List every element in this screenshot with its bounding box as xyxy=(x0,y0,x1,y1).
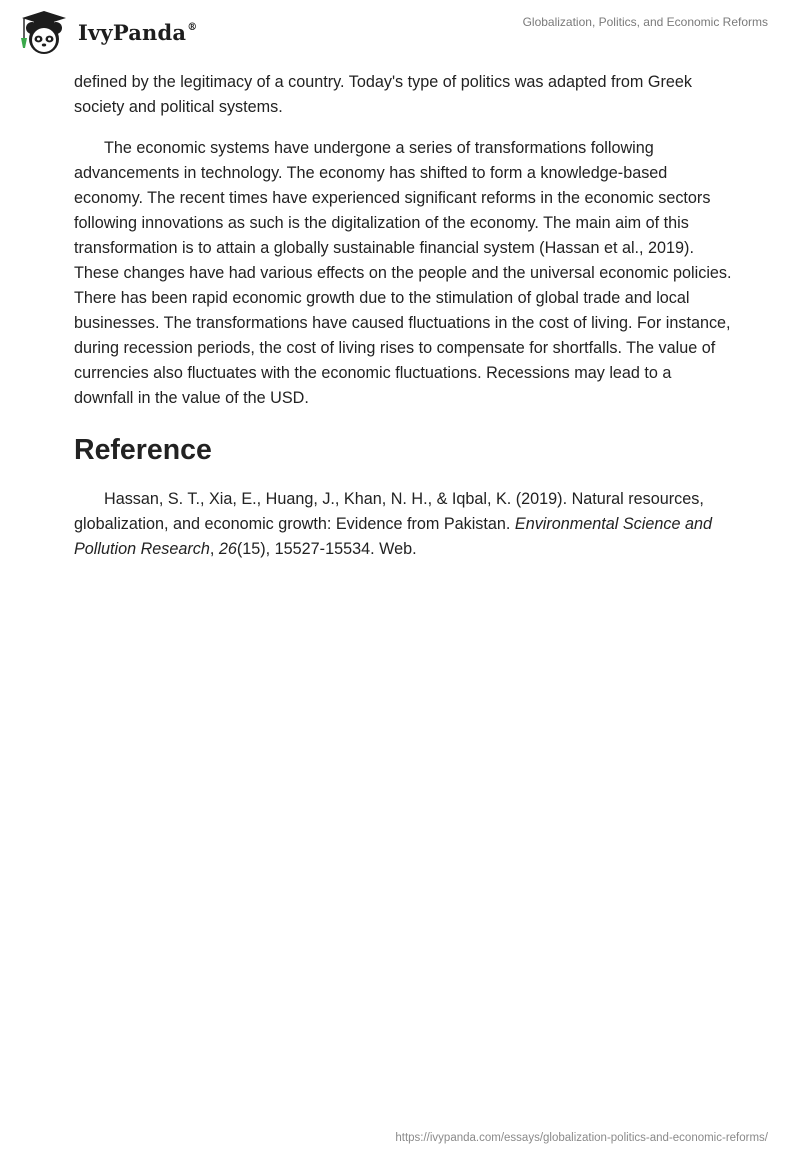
running-title: Globalization, Politics, and Economic Reforms xyxy=(522,15,768,29)
reference-journal: Environmental Science and Pollution Research xyxy=(74,515,712,558)
source-url[interactable]: https://ivypanda.com/essays/globalization-politics-and-economic-reforms/ xyxy=(395,1132,768,1144)
reference-authors: Hassan, S. T., Xia, E., Huang, J., Khan, N. H., & Iqbal, K. (2019). Natural resources, globalization, and economic growth: Evidence from Pakistan. xyxy=(74,490,704,533)
reference-pages: (15), 15527-15534. Web. xyxy=(236,540,417,558)
essay-content xyxy=(74,70,734,562)
paragraph: defined by the legitimacy of a country. Today's type of politics was adapted from Greek society and political systems. xyxy=(74,73,692,116)
paragraph: The economic systems have undergone a series of transformations following advancements in technology. The economy has shifted to form a knowledge-based economy. The recent times have experienced significant reforms in the economic sectors following innovations as such is the digitalization of the economy. The main aim of this transformation is to attain a globally sustainable financial system (Hassan et al., 2019). These changes have had various effects on the people and the universal economic policies. There has been rapid economic growth due to the stimulation of global trade and local businesses. The transformations have caused fluctuations in the cost of living. For instance, during recession periods, the cost of living rises to compensate for shortfalls. The value of currencies also fluctuates with the economic fluctuations. Recessions may lead to a downfall in the value of the USD. xyxy=(74,139,732,407)
brand-name: IvyPanda® xyxy=(78,19,198,45)
page-header xyxy=(0,0,800,62)
reference-entry: Hassan, S. T., Xia, E., Huang, J., Khan, N. H., & Iqbal, K. (2019). Natural resources, globalization, and economic growth: Evidence from Pakistan. Environmental Science and Pollution Research, 26(15), 15527-15534. Web. xyxy=(74,490,712,558)
reference-volume: 26 xyxy=(218,540,237,558)
logo[interactable] xyxy=(14,8,197,56)
panda-graduate-icon xyxy=(14,8,72,56)
section-heading: Reference xyxy=(74,434,212,466)
